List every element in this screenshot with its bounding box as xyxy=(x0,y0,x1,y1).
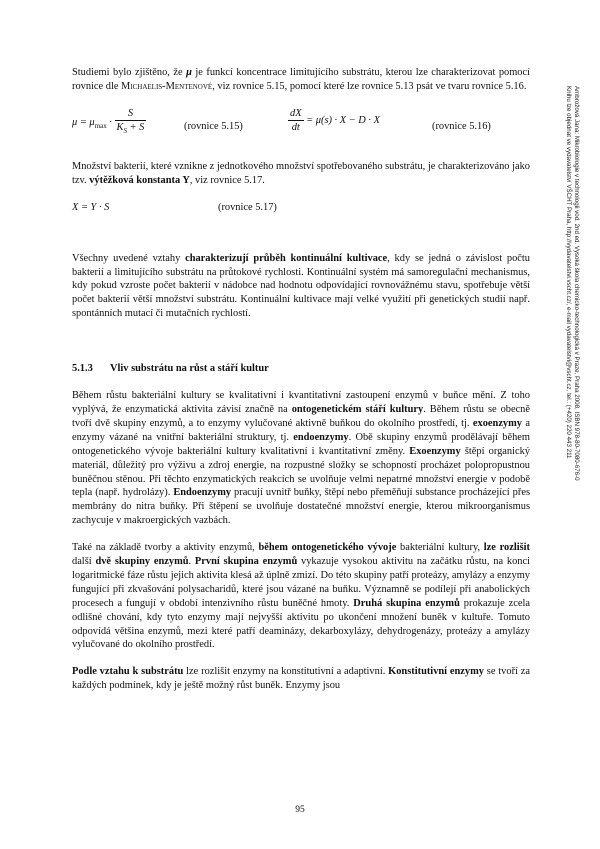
section-title: Vliv substrátu na růst a stáří kultur xyxy=(110,363,269,375)
paragraph-yield-constant: Množství bakterií, které vznikne z jednotkového množství spotřebovaného substrátu, je charakterizováno jako tzv. výtěžková konstanta Y, viz rovnice 5.17. xyxy=(72,160,530,186)
page-number: 95 xyxy=(295,805,305,815)
section-heading xyxy=(72,362,530,376)
publisher-sidebar xyxy=(564,86,580,586)
equation-row-517 xyxy=(72,201,530,225)
equation-5-15: $\mu = \mu_{max}$ · $\frac{S}{K_S + S}$ xyxy=(72,107,145,135)
section-number: 5.1.3 xyxy=(72,363,93,375)
paragraph-enzyme-groups: Také na základě tvorby a aktivity enzymů, během ontogenetického vývoje bakteriální kultury, lze rozlišit další dvě skupiny enzymů. První skupina enzymů vykazuje vysokou aktivitu na začátku růstu, na konci logaritmické fáze růstu jejich aktivita klesá až úplně zmizí. Do této skupiny patří proteázy, amylázy a enzymy fungující při zkvašování polysacharidů, které jsou vázané na buňku. Významně se podílejí při anabolických procesech a fungují v období intenzivního růstu buněčné hmoty. Druhá skupina enzymů prokazuje zcela odlišné chování, kdy tyto enzymy mají nejvyšší aktivitu po ukončení množení buněk v kultuře. Tomuto odpovídá většina enzymů, mezi které patří deaminázy, dekarboxylázy, dehydrogenázy, proteázy a amylázy vylučované do okolního prostředí. xyxy=(72,542,531,651)
sidebar-citation: Ambrožová Jana: Mikrobiologie v technologii vod. 2nd ed. Vysoká škola chemicko-technologická v Praze, Praha 2008, ISBN 978-80-7080-676-0 xyxy=(573,86,580,481)
paragraph-substrate-relation: Podle vztahu k substrátu lze rozlišit enzymy na konstitutivní a adaptivní. Konstitutivní enzymy se tvoří za každých podmínek, kdy je ještě možný růst buněk. Enzymy jsou xyxy=(72,666,530,692)
equation-5-17: X = Y · S xyxy=(72,201,110,213)
equation-5-16: $\frac{dX}{dt}$ = μ(s) · X − D · X xyxy=(290,107,380,133)
paragraph-continuous-cultivation: Všechny uvedené vztahy charakterizují průběh kontinuální kultivace, kdy se jedná o závislost počtu bakterií a limitujícího substrátu na průtokové rychlosti. Kontinuální systém má samoregulační mechanismus, kdy pokud vzroste počet bakterií v nádobce nad hodnotu odpovídající rovnovážnému stavu, spotřebuje větší počet bakterií větší množství substrátu. Kontinuální kultivace mají velké využití při genetických studií např. spontánních mutací či mutačních rychlostí. xyxy=(72,252,530,320)
equation-5-17-label: (rovnice 5.17) xyxy=(218,201,277,213)
equation-row-515-516 xyxy=(72,107,530,147)
paragraph-enzymes: Během růstu bakteriální kultury se kvalitativní i kvantitativní zastoupení enzymů v buňce mění. Z toho vyplývá, že enzymatická aktivita závisí značně na ontogenetickém stáří kultury. Během růstu se obecně tvoří dvě skupiny enzymů, a to enzymy vylučované aktivně buňkou do okolního prostředí, tj. exoenzymy a enzymy vázané na vnitřní bakteriální struktury, tj. endoenzymy. Obě skupiny enzymů prodělávají během ontogenetického vývoje bakteriální kultury kvalitativní i kvantitativní změny. Exoenzymy štěpí organický materiál, důležitý pro výživu a zdroj energie, na rozpustné složky se schopností procházet polopropustnou buněčnou stěnou. Při těchto enzymatických reakcích se uvolňuje velmi nepatrné množství energie v podobě tepla (např. hydrolázy). Endoenzymy pracují uvnitř buňky, štěpí nebo přeměňují substance procházející přes membrány do nitra buňky. Při štěpení se uvolňuje dostatečné množství energie, kterou mikroorganismus zachycuje v makroergických vazbách. xyxy=(72,390,531,527)
page-content xyxy=(72,66,530,693)
equation-5-15-label: (rovnice 5.15) xyxy=(184,120,243,132)
michaelis-menten-name: Michaelis-Mentenové xyxy=(121,80,213,92)
paragraph-michaelis: Studiemi bylo zjištěno, že μ je funkcí koncentrace limitujícího substrátu, kterou lze charakterizovat pomocí rovnice dle Michaelis-Mentenové, viz rovnice 5.15, pomocí které lze rovnice 5.13 psát ve tvaru rovnice 5.16. xyxy=(72,67,530,92)
equation-5-16-label: (rovnice 5.16) xyxy=(432,120,491,132)
sidebar-order-info: Knihu lze objednat ve vydavatelství VŠCHT Praha, http://vydavatelstvi.vscht.cz/, e-mail vydavatelstvi@vscht.cz, tel.: (+420) 220 443 211 xyxy=(565,86,572,459)
